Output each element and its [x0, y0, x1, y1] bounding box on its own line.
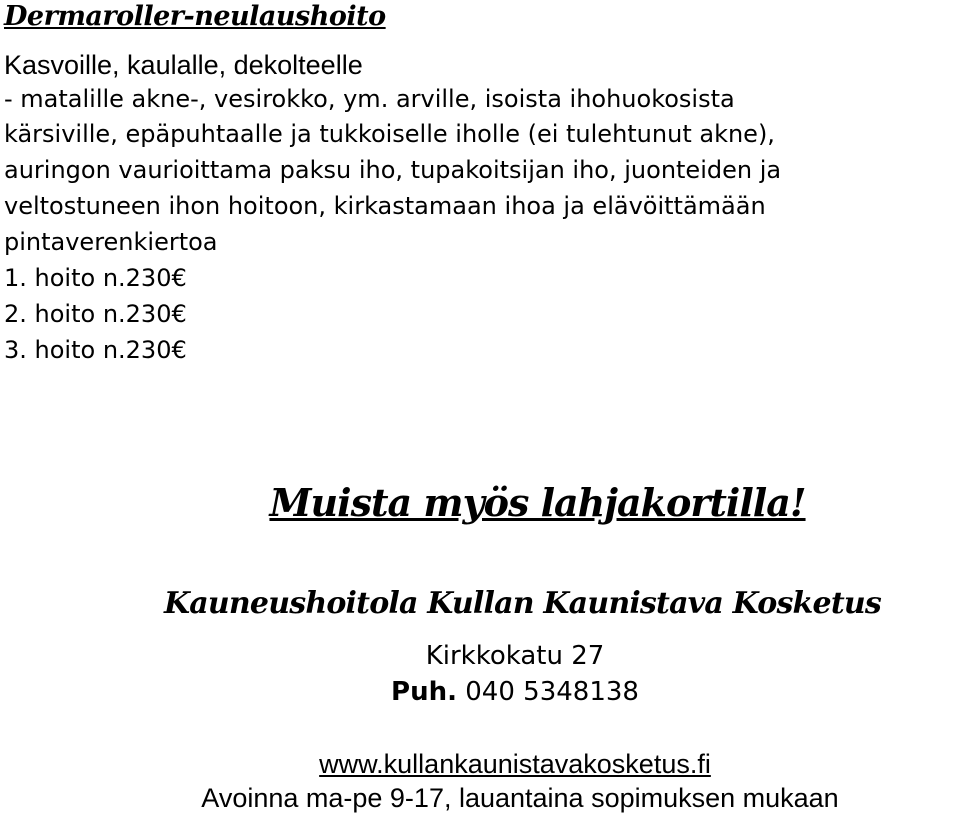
phone-line — [0, 675, 960, 709]
price-item: 3. hoito n.230€ — [4, 336, 187, 364]
website-link[interactable]: www.kullankaunistavakosketus.fi — [319, 749, 711, 779]
description-line: kärsiville, epäpuhtaalle ja tukkoiselle iholle (ei tulehtunut akne), — [4, 120, 775, 148]
phone-label: Puh. — [391, 677, 457, 707]
phone-number: 040 5348138 — [465, 677, 639, 707]
description-line: veltostuneen ihon hoitoon, kirkastamaan ihoa ja elävöittämään — [4, 192, 766, 220]
description-line: - matalille akne-, vesirokko, ym. arville, isoista ihohuokosista — [4, 85, 735, 113]
opening-hours: Avoinna ma-pe 9-17, lauantaina sopimuksen mukaan — [201, 783, 839, 813]
price-item: 1. hoito n.230€ — [4, 264, 187, 292]
description-line: pintaverenkiertoa — [4, 228, 218, 256]
treatment-areas: Kasvoille, kaulalle, dekolteelle — [4, 50, 363, 80]
page-title: Dermaroller-neulaushoito — [4, 1, 386, 32]
salon-name: Kauneushoitola Kullan Kaunistava Kosketus — [164, 586, 881, 621]
description-line: auringon vaurioittama paksu iho, tupakoitsijan iho, juonteiden ja — [4, 156, 782, 184]
gift-card-note: Muista myös lahjakortilla! — [269, 480, 806, 525]
website-line — [0, 747, 960, 781]
address: Kirkkokatu 27 — [425, 641, 605, 671]
price-item: 2. hoito n.230€ — [4, 300, 187, 328]
